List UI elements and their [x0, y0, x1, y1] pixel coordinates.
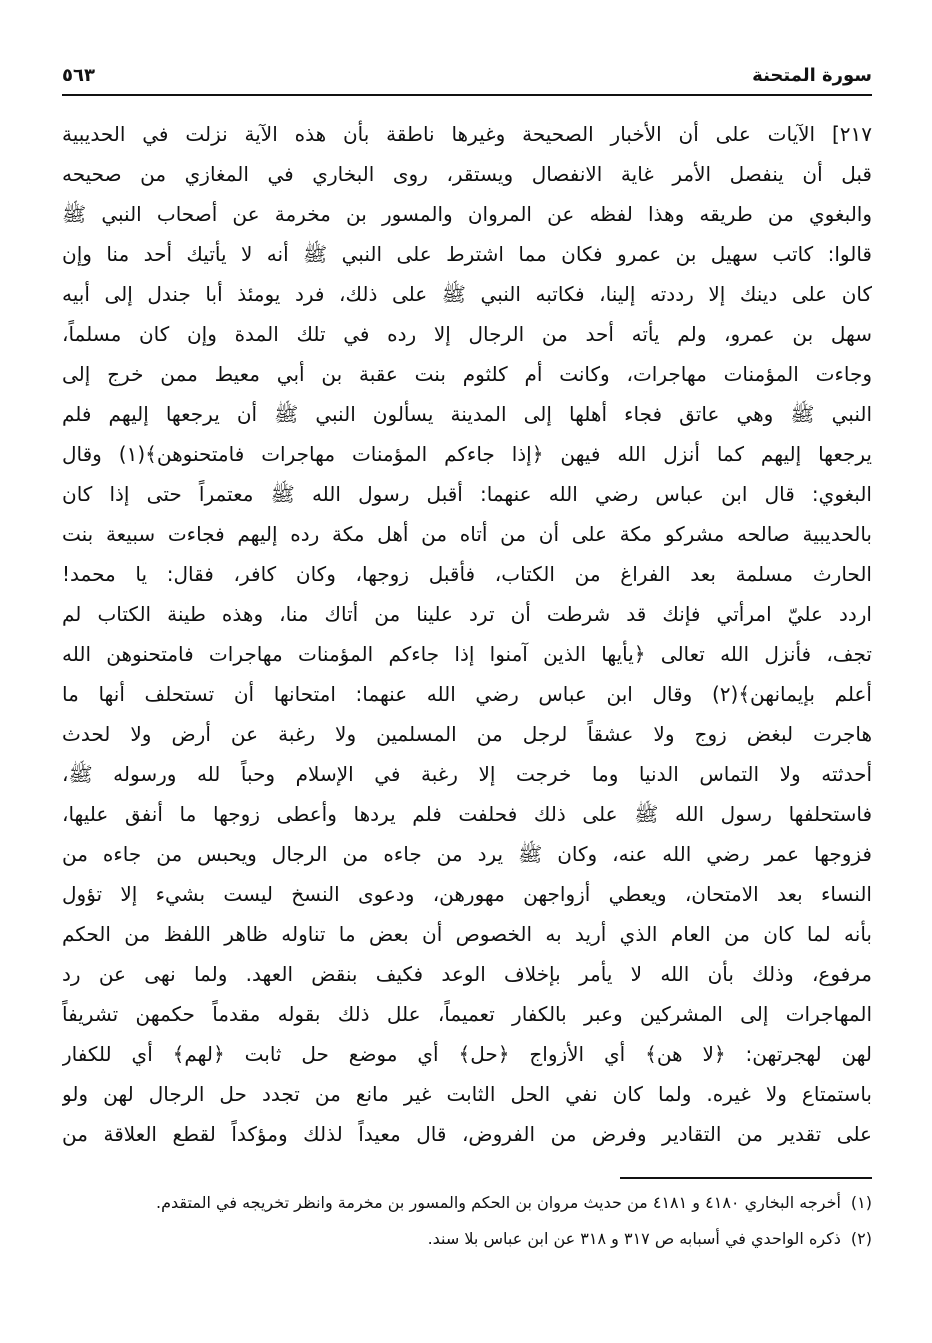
text-line: فزوجها عمر رضي الله عنه، وكان ﷺ يرد من جاءه من الرجال ويحبس من جاءه من	[62, 842, 872, 866]
text-line: بأنه لما كان من العام الذي أريد به الخصوص أن بعض ما تناوله ظاهر اللفظ من الحكم	[62, 922, 872, 946]
text-line: ٢١٧] الآيات على أن الأخبار الصحيحة وغيرها ناطقة بأن هذه الآية نزلت في الحديبية	[62, 122, 872, 146]
text-line: أعلم بإيمانهن﴾(٢) وقال ابن عباس رضي الله عنهما: امتحانها أن تستحلف أنها ما	[62, 682, 872, 706]
text-line: بالحديبية صالحه مشركو مكة على أن من أتاه من أهل مكة رده إليهم فجاءت سبيعة بنت	[62, 522, 872, 546]
text-line: قبل أن ينفصل الأمر غاية الانفصال ويستقر، روى البخاري في المغازي من صحيحه	[62, 162, 872, 186]
footnote	[62, 1188, 872, 1218]
footnote-text: ذكره الواحدي في أسبابه ص ٣١٧ و ٣١٨ عن ابن عباس بلا سند.	[427, 1229, 841, 1248]
surah-title: سورة المتحنة	[752, 64, 872, 86]
text-line: قالوا: كاتب سهيل بن عمرو فكان مما اشترط على النبي ﷺ أنه لا يأتيك أحد منا وإن	[62, 242, 872, 266]
text-line: سهل بن عمرو، ولم يأته أحد من الرجال إلا رده في تلك المدة وإن كان مسلماً،	[62, 322, 872, 346]
text-line: باستمتاع ولا غيره. ولما كان نفي الحل الثابت غير مانع من تجدد حل الرجال لهن ولو	[62, 1082, 872, 1106]
text-line: اردد عليّ امرأتي فإنك قد شرطت أن ترد علينا من أتاك منا، وهذه طينة الكتاب لم	[62, 602, 872, 626]
text-line: يرجعها إليهم كما أنزل الله فيهن ﴿إذا جاءكم المؤمنات مهاجرات فامتحنوهن﴾(١) وقال	[62, 442, 872, 466]
text-line: وجاءت المؤمنات مهاجرات، وكانت أم كلثوم بنت عقبة بن أبي معيط ممن خرج إلى	[62, 362, 872, 386]
footnote-number: (٢)	[850, 1229, 872, 1248]
text-line: الحارث مسلمة بعد الفراغ من الكتاب، فأقبل زوجها، وكان كافر، فقال: يا محمد!	[62, 562, 872, 586]
header-divider	[62, 94, 872, 96]
text-line: تجف، فأنزل الله تعالى ﴿يأيها الذين آمنوا إذا جاءكم المؤمنات مهاجرات فامتحنوهن الله	[62, 642, 872, 666]
text-line: النساء بعد الامتحان، ويعطي أزواجهن مهورهن، ودعوى النسخ ليست بشيء إلا تؤول	[62, 882, 872, 906]
footnotes	[62, 1188, 872, 1260]
text-line: على تقدير من التقادير وفرض من الفروض، قال معيداً لذلك ومؤكداً لقطع العلاقة من	[62, 1122, 872, 1146]
footnote	[62, 1224, 872, 1254]
text-line: لهن لهجرتهن: ﴿لا هن﴾ أي الأزواج ﴿حل﴾ أي موضع حل ثابت ﴿لهم﴾ أي للكفار	[62, 1042, 872, 1066]
footnote-divider	[620, 1177, 872, 1179]
text-line: النبي ﷺ وهي عاتق فجاء أهلها إلى المدينة يسألون النبي ﷺ أن يرجعها إليهم فلم	[62, 402, 872, 426]
text-line: مرفوع، وذلك بأن الله لا يأمر بإخلاف الوعد فكيف بنقض العهد. ولما نهى عن رد	[62, 962, 872, 986]
text-line: هاجرت لبغض زوج ولا عشقاً لرجل من المسلمين ولا رغبة عن أرض ولا لحدث	[62, 722, 872, 746]
text-line: كان على دينك إلا رددته إلينا، فكاتبه النبي ﷺ على ذلك، فرد يومئذ أبا جندل إلى أبيه	[62, 282, 872, 306]
main-text	[62, 114, 872, 1154]
footnote-text: أخرجه البخاري ٤١٨٠ و ٤١٨١ من حديث مروان بن الحكم والمسور بن مخرمة وانظر تخريجه في المتقدم.	[156, 1193, 841, 1212]
text-line: فاستحلفها رسول الله ﷺ على ذلك فحلفت فلم يردها وأعطى زوجها ما أنفق عليها،	[62, 802, 872, 826]
text-line: البغوي: قال ابن عباس رضي الله عنهما: أقبل رسول الله ﷺ معتمراً حتى إذا كان	[62, 482, 872, 506]
text-line: والبغوي من طريقه وهذا لفظه عن المروان والمسور بن مخرمة عن أصحاب النبي ﷺ	[62, 202, 872, 226]
footnote-number: (١)	[850, 1193, 872, 1212]
page-header	[62, 60, 872, 90]
text-line: أحدثته ولا التماس الدنيا وما خرجت إلا رغبة في الإسلام وحباً لله ورسوله ﷺ،	[62, 762, 872, 786]
text-line: المهاجرات إلى المشركين وعبر بالكفار تعميماً، علل ذلك بقوله مقدماً حكمهن تشريفاً	[62, 1002, 872, 1026]
page-number: ٥٦٣	[62, 64, 95, 86]
